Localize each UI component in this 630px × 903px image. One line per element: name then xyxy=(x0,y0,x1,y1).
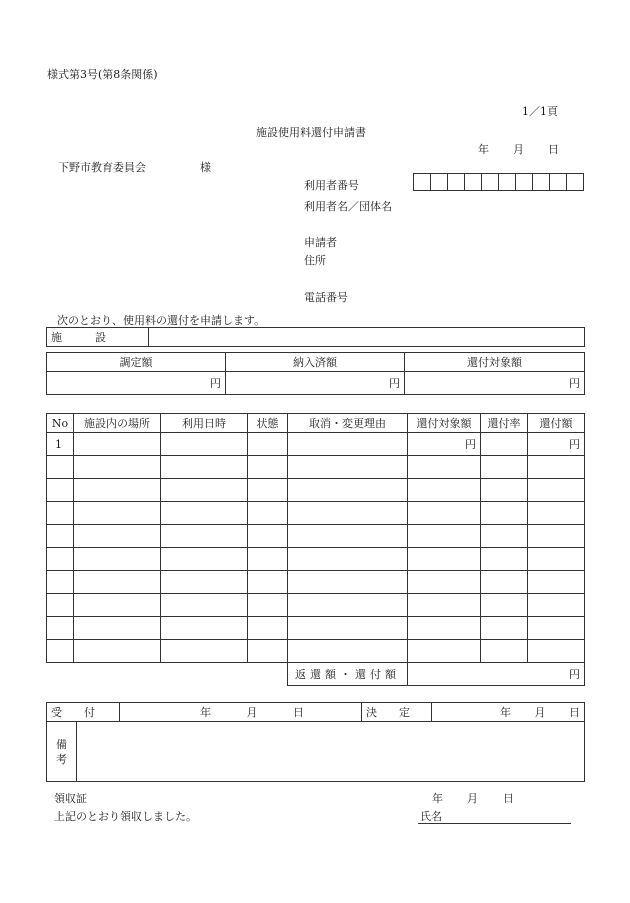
row-status-field[interactable] xyxy=(248,617,288,640)
row-datetime-field[interactable] xyxy=(161,548,248,571)
row-datetime-field[interactable] xyxy=(161,571,248,594)
refund-target-field[interactable]: 円 xyxy=(405,372,585,395)
row-refund-amount-field[interactable] xyxy=(528,456,585,479)
facility-label: 施 設 xyxy=(47,328,149,347)
row-status-field[interactable] xyxy=(248,571,288,594)
date-day: 日 xyxy=(548,143,559,156)
row-status-field[interactable] xyxy=(248,479,288,502)
row-refund-amount-field[interactable] xyxy=(528,525,585,548)
row-refund-target-field[interactable] xyxy=(408,640,481,663)
row-no xyxy=(47,594,74,617)
row-no xyxy=(47,456,74,479)
col-header-refund-target: 還付対象額 xyxy=(408,414,481,433)
received-date-field[interactable] xyxy=(120,703,362,722)
row-status-field[interactable] xyxy=(248,594,288,617)
row-refund-target-field[interactable]: 円 xyxy=(408,433,481,456)
row-refund-amount-field[interactable]: 円 xyxy=(528,433,585,456)
detail-row xyxy=(47,640,585,663)
assessed-amount-field[interactable]: 円 xyxy=(47,372,226,395)
detail-row xyxy=(47,571,585,594)
processing-table xyxy=(46,702,585,782)
row-refund-rate-field[interactable] xyxy=(481,548,528,571)
row-datetime-field[interactable] xyxy=(161,594,248,617)
receipt-name-field[interactable] xyxy=(418,808,571,824)
row-refund-target-field[interactable] xyxy=(408,456,481,479)
row-reason-field[interactable] xyxy=(288,525,408,548)
row-reason-field[interactable] xyxy=(288,433,408,456)
page-indicator: 1／1頁 xyxy=(522,105,558,118)
row-refund-rate-field[interactable] xyxy=(481,594,528,617)
refund-target-header: 還付対象額 xyxy=(405,353,585,372)
total-field[interactable]: 円 xyxy=(408,663,585,686)
receipt-name-label: 氏名 xyxy=(420,810,442,823)
row-refund-target-field[interactable] xyxy=(408,594,481,617)
row-refund-target-field[interactable] xyxy=(408,571,481,594)
row-datetime-field[interactable] xyxy=(161,502,248,525)
detail-table xyxy=(46,413,585,686)
row-no xyxy=(47,640,74,663)
receipt-year: 年 xyxy=(432,792,443,805)
received-month: 月 xyxy=(246,706,258,719)
receipt-title: 領収証 xyxy=(54,792,87,805)
row-datetime-field[interactable] xyxy=(161,525,248,548)
detail-row xyxy=(47,548,585,571)
assessed-amount-header: 調定額 xyxy=(47,353,226,372)
row-no xyxy=(47,502,74,525)
row-reason-field[interactable] xyxy=(288,640,408,663)
row-location-field[interactable] xyxy=(74,525,161,548)
row-reason-field[interactable] xyxy=(288,594,408,617)
col-header-no: No xyxy=(47,414,74,433)
addressee-honorific: 様 xyxy=(200,161,211,174)
row-status-field[interactable] xyxy=(248,640,288,663)
row-no xyxy=(47,571,74,594)
row-no xyxy=(47,525,74,548)
decision-year: 年 xyxy=(500,706,511,719)
col-header-refund-amount: 還付額 xyxy=(528,414,585,433)
row-location-field[interactable] xyxy=(74,548,161,571)
user-number-label: 利用者番号 xyxy=(304,179,359,192)
applicant-label: 申請者 xyxy=(304,236,337,249)
row-datetime-field[interactable] xyxy=(161,479,248,502)
row-refund-rate-field[interactable] xyxy=(481,502,528,525)
row-refund-amount-field[interactable] xyxy=(528,617,585,640)
row-location-field[interactable] xyxy=(74,594,161,617)
row-location-field[interactable] xyxy=(74,456,161,479)
col-header-refund-rate: 還付率 xyxy=(481,414,528,433)
document-title: 施設使用料還付申請書 xyxy=(256,126,366,139)
detail-row xyxy=(47,594,585,617)
row-refund-amount-field[interactable] xyxy=(528,594,585,617)
decision-label: 決 定 xyxy=(362,703,432,722)
received-year: 年 xyxy=(200,706,211,719)
receipt-text: 上記のとおり領収しました。 xyxy=(54,810,197,823)
form-number: 様式第3号(第8条関係) xyxy=(47,68,158,81)
col-header-location: 施設内の場所 xyxy=(74,414,161,433)
row-location-field[interactable] xyxy=(74,433,161,456)
detail-row xyxy=(47,456,585,479)
row-refund-amount-field[interactable] xyxy=(528,502,585,525)
date-month: 月 xyxy=(513,143,524,156)
col-header-status: 状態 xyxy=(248,414,288,433)
row-refund-target-field[interactable] xyxy=(408,617,481,640)
row-status-field[interactable] xyxy=(248,456,288,479)
row-refund-amount-field[interactable] xyxy=(528,548,585,571)
detail-row xyxy=(47,502,585,525)
row-status-field[interactable] xyxy=(248,548,288,571)
row-location-field[interactable] xyxy=(74,502,161,525)
receipt-day: 日 xyxy=(503,792,514,805)
row-refund-target-field[interactable] xyxy=(408,502,481,525)
decision-date-field[interactable] xyxy=(432,703,585,722)
row-status-field[interactable] xyxy=(248,502,288,525)
row-refund-target-field[interactable] xyxy=(408,525,481,548)
decision-day: 日 xyxy=(569,706,580,719)
row-location-field[interactable] xyxy=(74,479,161,502)
detail-row xyxy=(47,479,585,502)
decision-month: 月 xyxy=(534,706,546,719)
row-reason-field[interactable] xyxy=(288,571,408,594)
remarks-label: 備考 xyxy=(47,722,77,782)
phone-label: 電話番号 xyxy=(304,291,348,304)
row-refund-rate-field[interactable] xyxy=(481,456,528,479)
row-reason-field[interactable] xyxy=(288,479,408,502)
row-refund-amount-field[interactable] xyxy=(528,571,585,594)
paid-amount-field[interactable]: 円 xyxy=(226,372,405,395)
col-header-reason: 取消・変更理由 xyxy=(288,414,408,433)
intro-text: 次のとおり、使用料の還付を申請します。 xyxy=(57,314,266,327)
remarks-field[interactable] xyxy=(77,722,585,782)
summary-table xyxy=(46,352,585,395)
row-refund-rate-field[interactable] xyxy=(481,571,528,594)
row-reason-field[interactable] xyxy=(288,617,408,640)
row-reason-field[interactable] xyxy=(288,456,408,479)
row-refund-target-field[interactable] xyxy=(408,479,481,502)
receipt-month: 月 xyxy=(467,792,478,805)
row-location-field[interactable] xyxy=(74,617,161,640)
row-no xyxy=(47,617,74,640)
row-reason-field[interactable] xyxy=(288,548,408,571)
address-label: 住所 xyxy=(304,254,326,267)
row-status-field[interactable] xyxy=(248,433,288,456)
row-datetime-field[interactable] xyxy=(161,456,248,479)
row-refund-target-field[interactable] xyxy=(408,548,481,571)
row-datetime-field[interactable] xyxy=(161,640,248,663)
row-status-field[interactable] xyxy=(248,525,288,548)
col-header-datetime: 利用日時 xyxy=(161,414,248,433)
total-label: 返還額・還付額 xyxy=(288,663,408,686)
detail-row xyxy=(47,433,585,456)
facility-table xyxy=(46,327,585,347)
row-location-field[interactable] xyxy=(74,571,161,594)
received-day: 日 xyxy=(293,706,304,719)
row-no xyxy=(47,548,74,571)
row-no xyxy=(47,479,74,502)
user-name-label: 利用者名／団体名 xyxy=(304,200,392,213)
row-refund-rate-field[interactable] xyxy=(481,525,528,548)
row-reason-field[interactable] xyxy=(288,502,408,525)
row-refund-amount-field[interactable] xyxy=(528,479,585,502)
paid-amount-header: 納入済額 xyxy=(226,353,405,372)
row-datetime-field[interactable] xyxy=(161,433,248,456)
detail-row xyxy=(47,525,585,548)
received-label: 受 付 xyxy=(47,703,120,722)
facility-field[interactable] xyxy=(149,328,585,347)
row-datetime-field[interactable] xyxy=(161,617,248,640)
row-refund-rate-field[interactable] xyxy=(481,433,528,456)
detail-row xyxy=(47,617,585,640)
row-no: 1 xyxy=(47,433,74,456)
row-refund-rate-field[interactable] xyxy=(481,640,528,663)
date-year: 年 xyxy=(478,143,489,156)
row-refund-rate-field[interactable] xyxy=(481,617,528,640)
row-location-field[interactable] xyxy=(74,640,161,663)
row-refund-amount-field[interactable] xyxy=(528,640,585,663)
addressee-name: 下野市教育委員会 xyxy=(58,161,146,174)
row-refund-rate-field[interactable] xyxy=(481,479,528,502)
